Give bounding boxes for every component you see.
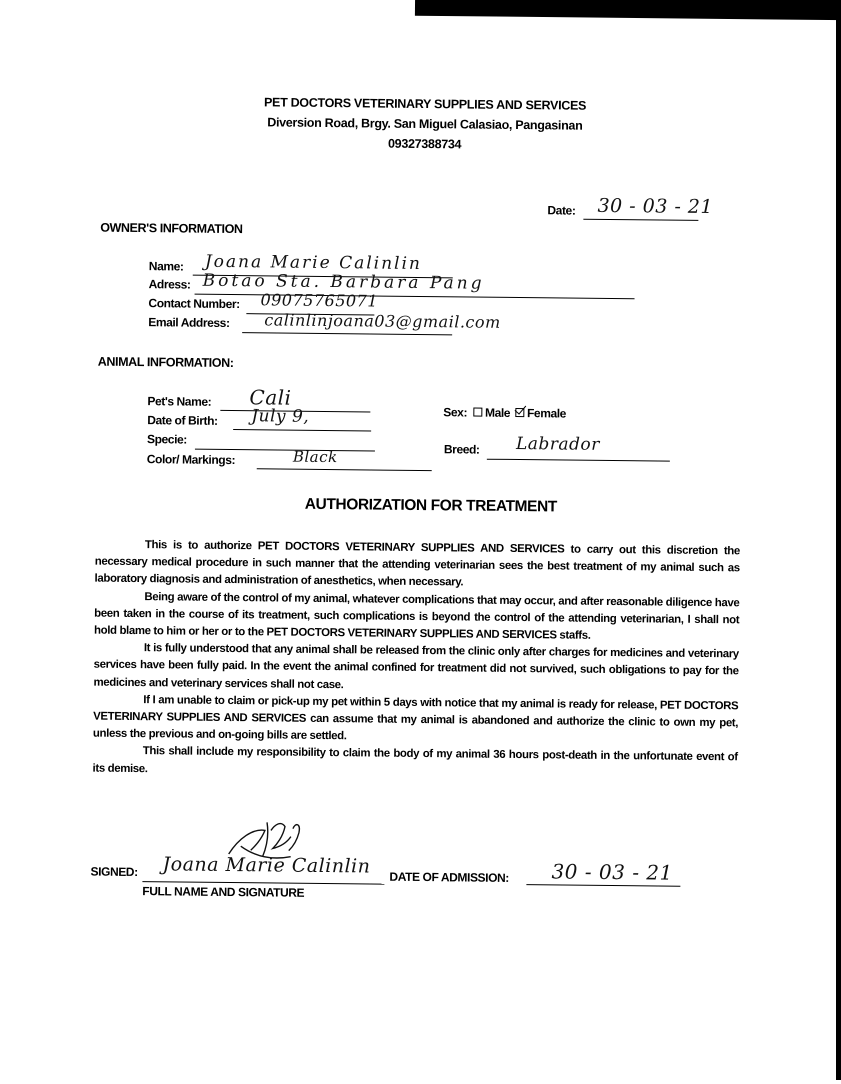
owner-name-label: Name: [148, 259, 184, 274]
breed-value: Labrador [515, 433, 600, 455]
letterhead [4, 90, 841, 159]
signed-name-value: Joana Marie Calinlin [162, 853, 371, 878]
pet-name-value: Cali [249, 385, 292, 410]
owner-email-value: calinlinjoana03@gmail.com [264, 310, 501, 332]
dob-label: Date of Birth: [147, 413, 218, 428]
breed-label: Breed: [443, 442, 480, 457]
specie-field[interactable] [195, 431, 375, 452]
owner-contact-label: Contact Number: [148, 296, 240, 312]
dob-value: July 9, [251, 406, 310, 427]
female-checkbox[interactable] [515, 408, 524, 417]
signed-label: SIGNED: [90, 864, 138, 880]
full-name-label: FULL NAME AND SIGNATURE [142, 884, 305, 900]
authorization-paragraph: This is to authorize PET DOCTORS VETERINARY SUPPLIES AND SERVICES to carry out this discretion the necessary medical procedure in such manner that the attending veterinarian sees the best treatment of my animal such as laboratory diagnosis and administration of anesthetics, when necessary. [94, 539, 740, 589]
admission-value: 30 - 03 - 21 [551, 859, 673, 885]
signature-mark [220, 816, 321, 877]
authorization-paragraph: If I am unable to claim or pick-up my pet within 5 days with notice that my animal is ready for release, PET DOCTORS VETERINARY SUPPLIES AND SERVICES can assume that my animal is abandoned and authorize the clinic to own my pet, unless the previous and on-going bills are settled. [92, 693, 739, 743]
sex-field [443, 405, 566, 420]
specie-label: Specie: [146, 432, 188, 447]
authorization-paragraph: This shall include my responsibility to claim the body of my animal 36 hours post-death in the unfortunate event of its demise. [92, 745, 738, 775]
color-label: Color/ Markings: [146, 452, 236, 468]
animal-heading: ANIMAL INFORMATION: [97, 354, 234, 371]
authorization-title: AUTHORIZATION FOR TREATMENT [304, 495, 557, 516]
owner-address-label: Adress: [148, 277, 191, 292]
owner-email-label: Email Address: [148, 315, 230, 330]
color-value: Black [292, 447, 338, 467]
color-field[interactable] [257, 447, 432, 471]
authorization-body [92, 537, 739, 785]
company-address: Diversion Road, Brgy. San Miguel Calasiao, Pangasinan [267, 115, 583, 133]
female-option-label: Female [526, 406, 567, 421]
sex-label: Sex: [443, 405, 468, 420]
owner-name-value: Joana Marie Calinlin [204, 251, 423, 274]
company-name: PET DOCTORS VETERINARY SUPPLIES AND SERVICES [263, 95, 587, 113]
owner-heading: OWNER'S INFORMATION [100, 220, 243, 237]
authorization-paragraph: Being aware of the control of my animal, whatever complications that may occur, and after reasonable diligence have been taken in the course of its treatment, such complications is beyond the control of the attending veterinarian, I shall not hold blame to him or her or to the PET DOCTORS VETERINARY SUPPLIES AND SERVICES staffs. [93, 590, 740, 642]
owner-contact-value: 09075765071 [260, 290, 379, 311]
company-phone: 09327388734 [387, 136, 462, 152]
authorization-paragraph: It is fully understood that any animal shall be released from the clinic only after charges for medicines and veterinary services have been fully paid. In the event the animal confined for treatment did not survived, such obligations to pay for the medicines and veterinary services shall not case. [93, 642, 739, 691]
male-option-label: Male [484, 405, 511, 420]
male-checkbox[interactable] [473, 408, 482, 417]
date-value: 30 - 03 - 21 [597, 194, 714, 219]
pet-name-label: Pet's Name: [147, 394, 212, 409]
admission-label: DATE OF ADMISSION: [389, 869, 510, 885]
owner-address-value: Botao Sta. Barbara Pang [202, 270, 485, 294]
date-label: Date: [547, 203, 576, 218]
